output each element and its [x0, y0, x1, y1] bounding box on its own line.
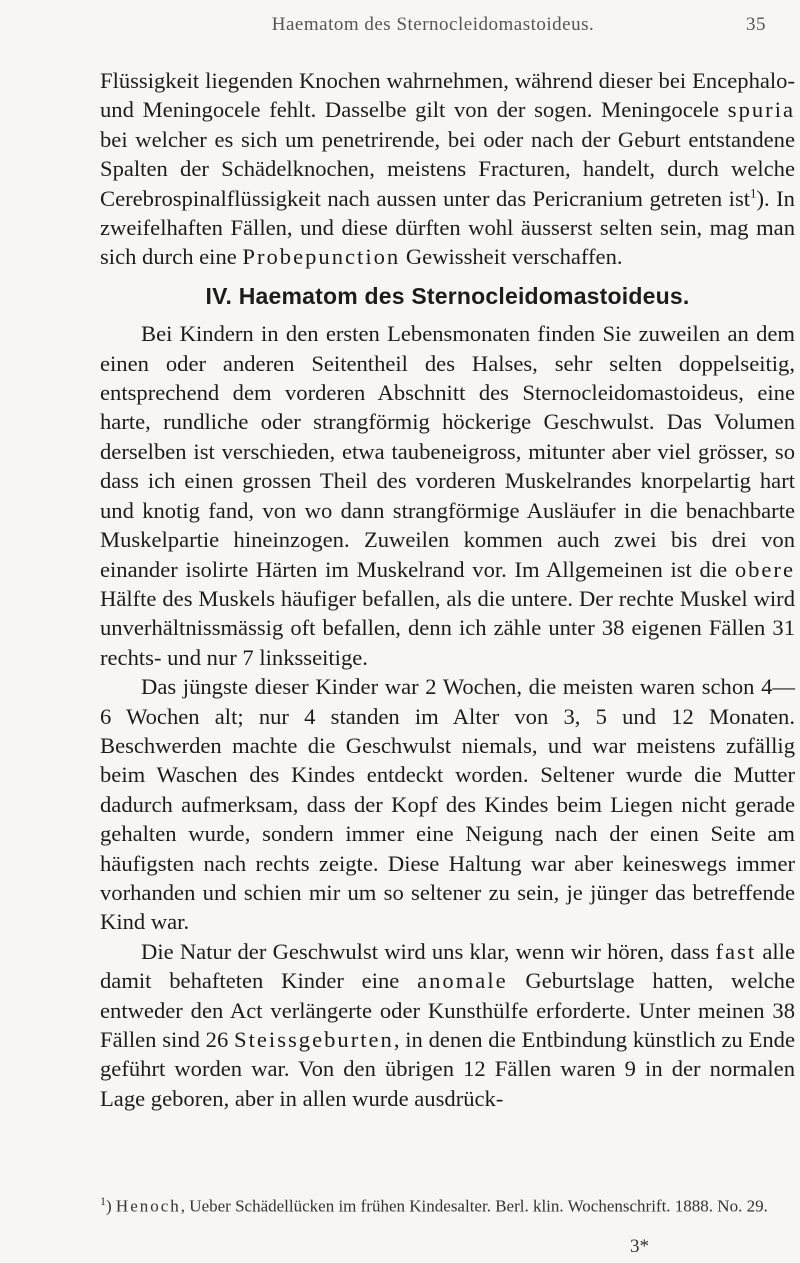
footnote-closing-paren: )	[106, 1196, 116, 1216]
paragraph-age: Das jüngste dieser Kinder war 2 Wochen, die meisten waren schon 4—6 Wochen alt; nur 4 standen im Alter von 3, 5 und 12 Monaten. Beschwerden machte die Geschwulst niemals, und war meistens zufällig beim Waschen des Kindes entdeckt worden. Seltener wurde die Mutter dadurch aufmerksam, dass der Kopf des Kindes beim Liegen nicht gerade gehalten wurde, sondern immer eine Neigung nach der einen Seite am häufigsten nach rechts zeigte. Diese Haltung war aber keineswegs immer vorhanden und schien mir um so seltener zu sein, je jünger das betreffende Kind war.	[100, 674, 795, 935]
footnote-author: Henoch	[115, 1196, 181, 1216]
emphasis-steissgeburten: Steissgeburten	[234, 1027, 394, 1052]
text-run: Gewissheit verschaffen.	[400, 244, 623, 270]
footnote-text: , Ueber Schädellücken im frühen Kindesalter. Berl. klin. Wochenschrift. 1888. No. 29.	[180, 1196, 768, 1216]
paragraph-meningocele	[100, 66, 795, 272]
paragraph-etiology	[100, 937, 795, 1113]
page-number: 35	[746, 14, 766, 35]
footnote-marker: 1	[100, 1194, 106, 1208]
emphasis-anomale: anomale	[417, 968, 508, 994]
text-run: Hälfte des Muskels häufiger befallen, als die untere. Der rechte Muskel wird unverhältnissmässig oft befallen, denn ich zähle unter 38 eigenen Fällen 31 rechts- und nur 7 linksseitige.	[100, 585, 795, 670]
running-head	[100, 14, 766, 36]
text-run: Die Natur der Geschwulst wird uns klar, wenn wir hören, dass	[141, 938, 716, 964]
text-run: bei welcher es sich um penetrirende, bei oder nach der Geburt entstandene Spalten der Schädelknochen, meistens Fracturen, handelt, durch welche Cerebrospinalflüssigkeit nach aussen unter das Pericranium getreten ist	[100, 126, 795, 211]
emphasis-obere: obere	[734, 556, 795, 582]
text-run: ). In zweifelhaften Fällen, und diese dürften wohl äusserst selten sein, mag man sich durch eine	[100, 185, 795, 270]
text-run: Geburtslage hatten, welche entweder den Act verlängerte oder Kunsthülfe erforderte. Unter meinen 38 Fällen sind 26	[100, 968, 796, 1052]
printer-signature: 3*	[630, 1236, 649, 1257]
text-run: alle damit behafteten Kinder eine	[100, 938, 795, 994]
footnote-reference[interactable]: 1	[750, 185, 757, 201]
text-run: Flüssigkeit liegenden Knochen wahrnehmen, während dieser bei Encephalo- und Meningocele fehlt. Dasselbe gilt von der sogen. Meningocele	[100, 68, 795, 123]
text-run: , in denen die Entbindung künstlich zu Ende geführt worden war. Von den übrigen 12 Fällen waren 9 in der normalen Lage geboren, aber in allen wurde ausdrück-	[100, 1027, 795, 1111]
footnote	[100, 1188, 795, 1220]
paragraph-description	[100, 319, 795, 672]
main-text	[100, 66, 795, 1113]
emphasis-probepunction: Probepunction	[242, 244, 401, 270]
emphasis-spuria: spuria	[727, 97, 795, 123]
emphasis-fast: fast	[715, 938, 757, 964]
running-title: Haematom des Sternocleidomastoideus.	[271, 14, 595, 35]
section-heading: IV. Haematom des Sternocleidomastoideus.	[205, 282, 690, 309]
text-run: Bei Kindern in den ersten Lebensmonaten finden Sie zuweilen an dem einen oder anderen Seitentheil des Halses, sehr selten doppelseitig, entsprechend dem vorderen Abschnitt des Sternocleidomastoideus, eine harte, rundliche oder strangförmig höckerige Geschwulst. Das Volumen derselben ist verschieden, etwa taubeneigross, mitunter aber viel grösser, so dass ich einen grossen Theil des vorderen Muskelrandes knorpelartig hart und knotig fand, von wo dann strangförmige Ausläufer in die benachbarte Muskelpartie hineinzogen. Zuweilen kommen auch zwei bis drei von einander isolirte Härten im Muskelrand vor. Im Allgemeinen ist die	[100, 321, 795, 582]
